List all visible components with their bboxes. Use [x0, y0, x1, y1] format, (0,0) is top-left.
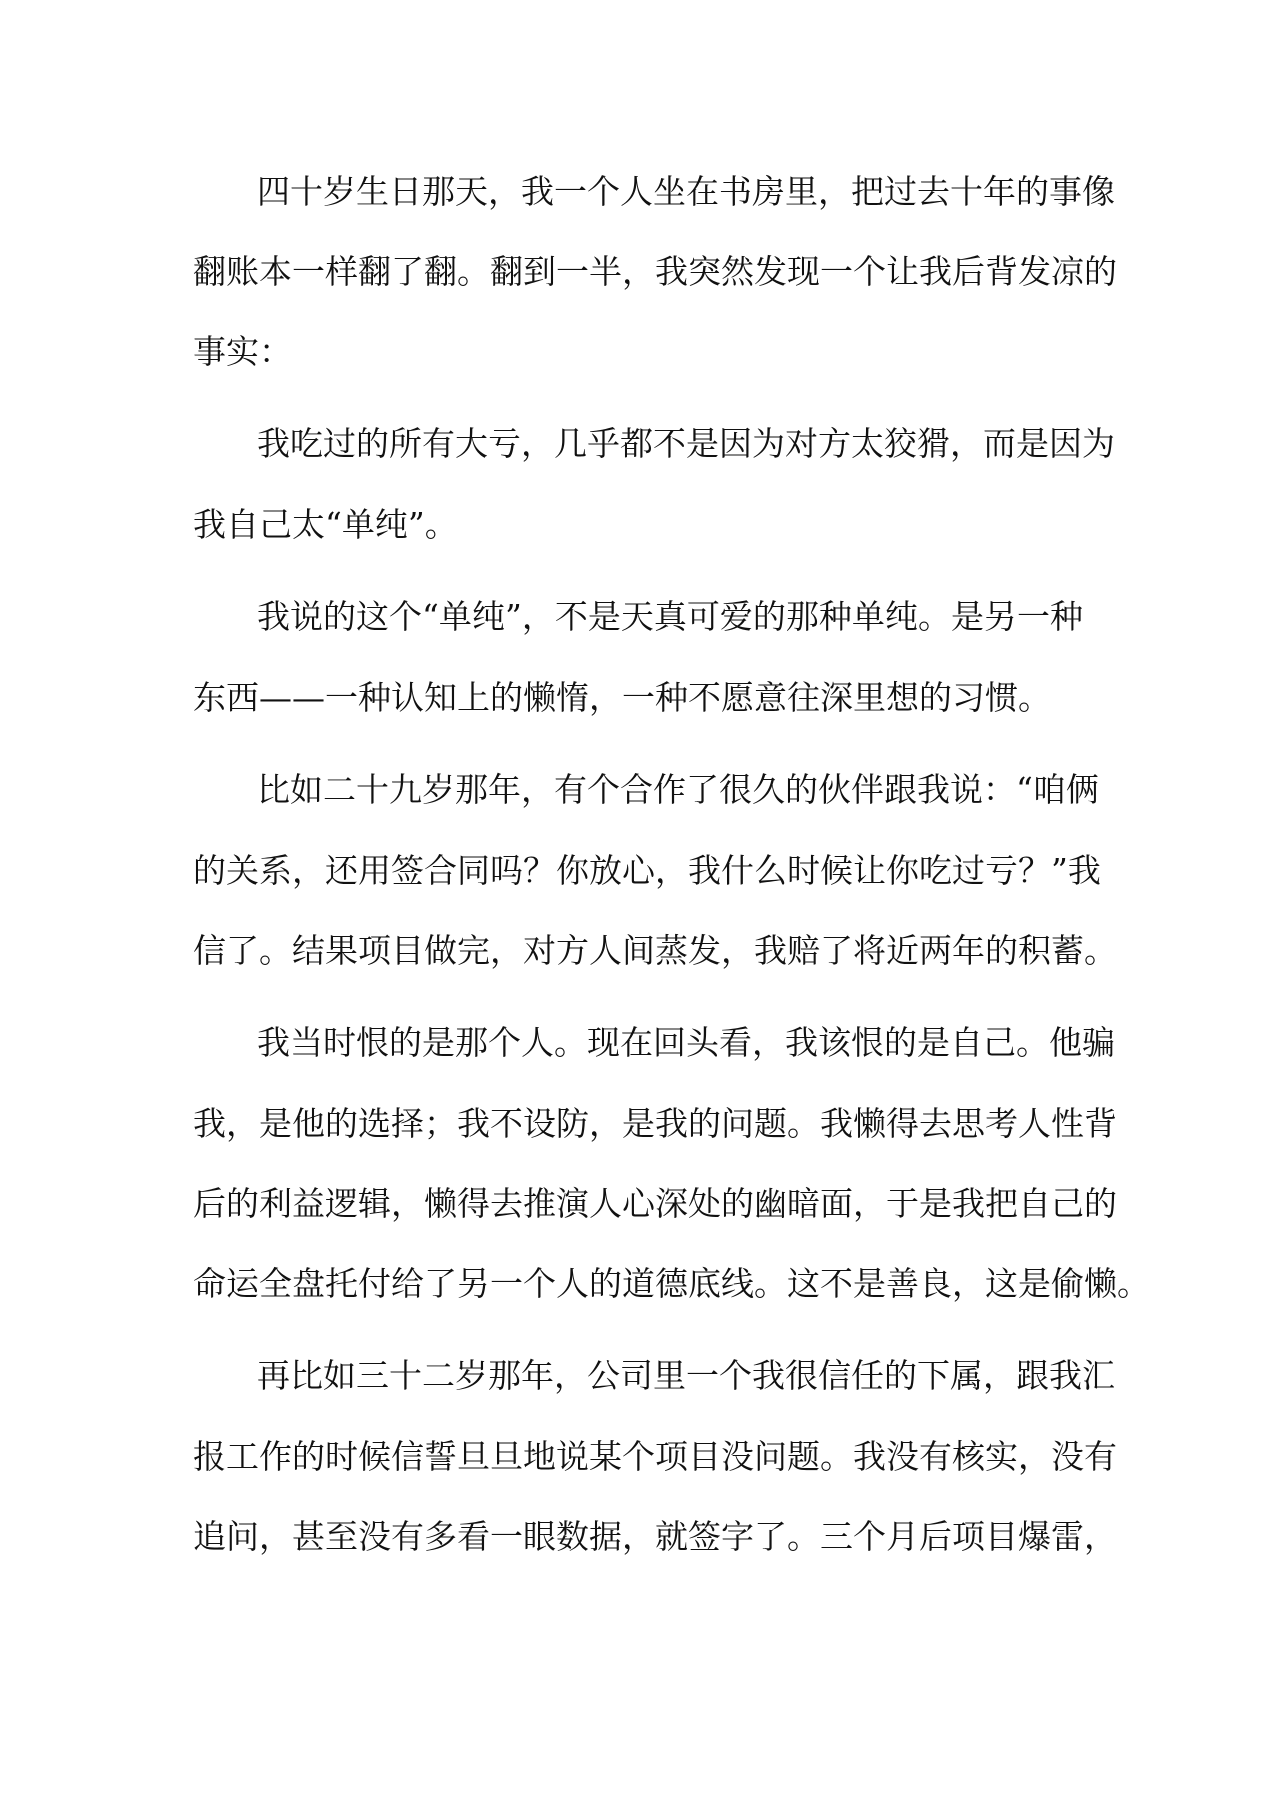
paragraph-6-line-2: 报工作的时候信誓旦旦地说某个项目没问题。我没有核实，没有 [193, 1437, 1117, 1476]
paragraph-3-line-1: 我说的这个“单纯”，不是天真可爱的那种单纯。是另一种 [257, 597, 1083, 636]
paragraph-2-line-1: 我吃过的所有大亏，几乎都不是因为对方太狡猾，而是因为 [257, 424, 1115, 463]
paragraph-5-line-4: 命运全盘托付给了另一个人的道德底线。这不是善良，这是偷懒。 [193, 1264, 1150, 1303]
paragraph-3-line-2: 东西——一种认知上的懒惰，一种不愿意往深里想的习惯。 [193, 678, 1051, 717]
paragraph-6-line-1: 再比如三十二岁那年，公司里一个我很信任的下属，跟我汇 [257, 1356, 1115, 1395]
paragraph-6-line-3: 追问，甚至没有多看一眼数据，就签字了。三个月后项目爆雷， [193, 1517, 1117, 1556]
paragraph-1-line-1: 四十岁生日那天，我一个人坐在书房里，把过去十年的事像 [257, 172, 1115, 211]
paragraph-5-line-2: 我，是他的选择；我不设防，是我的问题。我懒得去思考人性背 [193, 1104, 1117, 1143]
paragraph-5-line-1: 我当时恨的是那个人。现在回头看，我该恨的是自己。他骗 [257, 1023, 1115, 1062]
paragraph-4-line-2: 的关系，还用签合同吗？你放心，我什么时候让你吃过亏？”我 [193, 851, 1101, 890]
paragraph-4-line-3: 信了。结果项目做完，对方人间蒸发，我赔了将近两年的积蓄。 [193, 931, 1117, 970]
paragraph-5-line-3: 后的利益逻辑，懒得去推演人心深处的幽暗面，于是我把自己的 [193, 1184, 1117, 1223]
paragraph-1-line-2: 翻账本一样翻了翻。翻到一半，我突然发现一个让我后背发凉的 [193, 252, 1117, 291]
paragraph-4-line-1: 比如二十九岁那年，有个合作了很久的伙伴跟我说：“咱俩 [257, 770, 1099, 809]
paragraph-1-line-3: 事实： [193, 332, 292, 371]
paragraph-2-line-2: 我自己太“单纯”。 [193, 505, 458, 544]
